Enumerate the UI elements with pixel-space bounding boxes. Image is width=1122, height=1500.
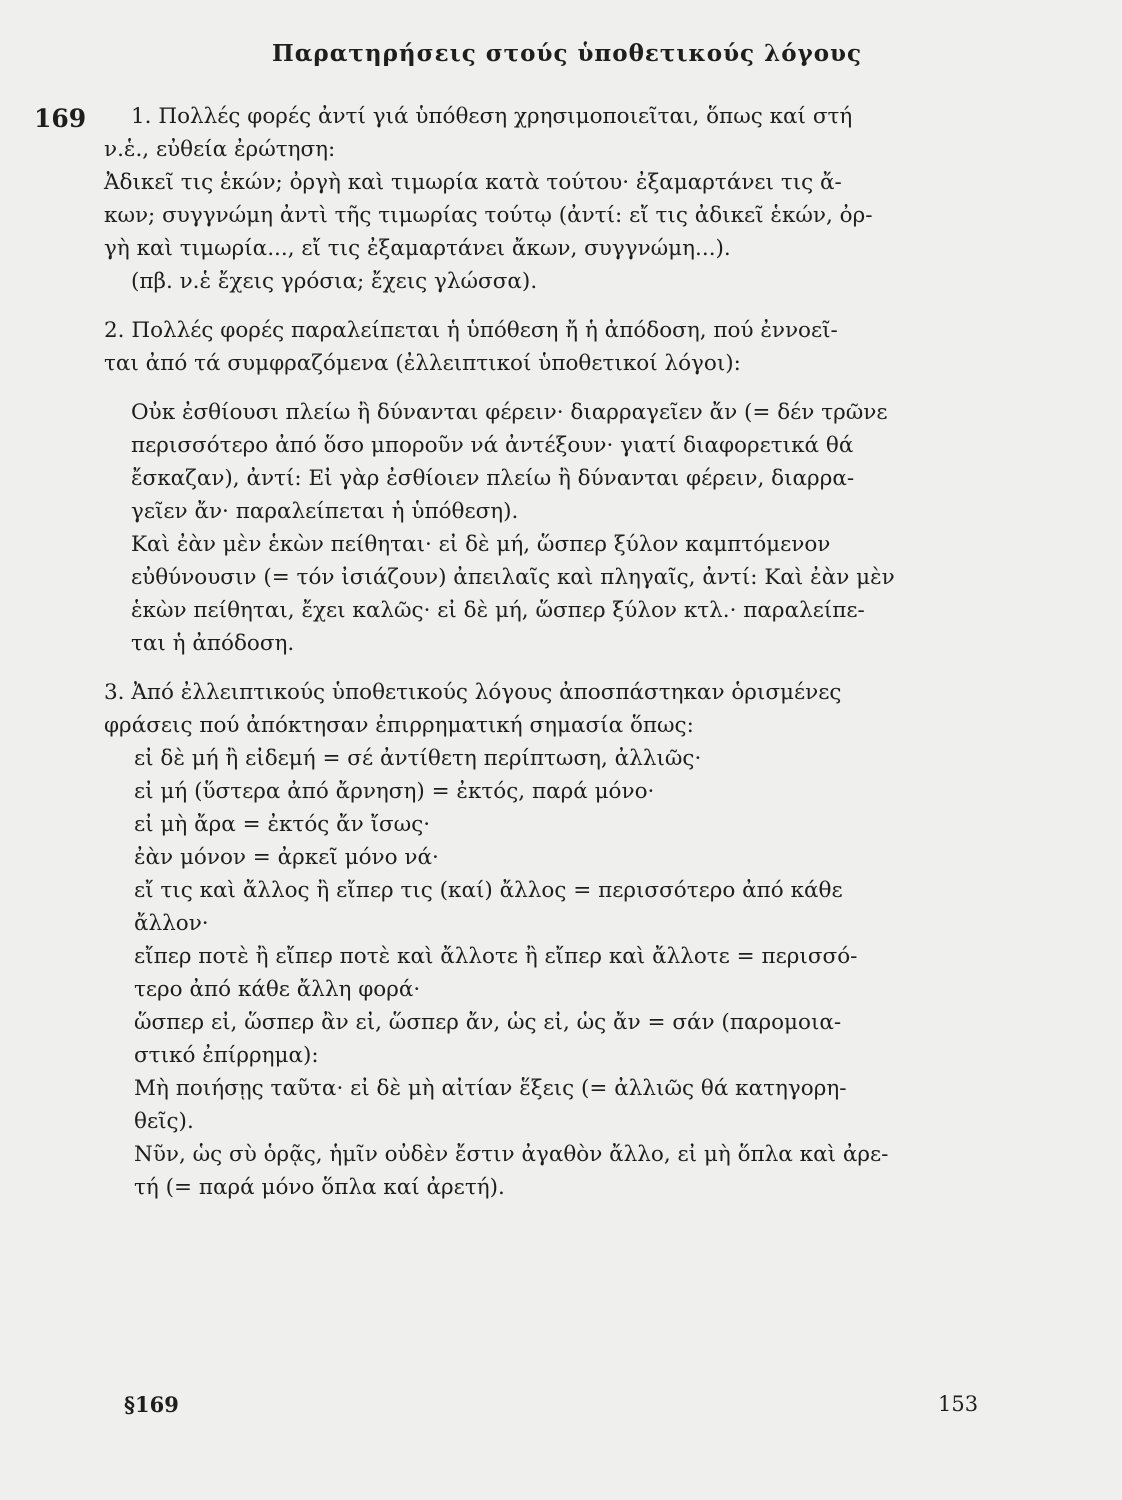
- margin-paragraph-number: 169: [34, 104, 87, 133]
- text-line: ὥσπερ εἰ, ὥσπερ ἂν εἰ, ὥσπερ ἄν, ὡς εἰ, ὡς ἄν = σάν (παρομοια-: [134, 1010, 842, 1035]
- text-line: ἄλλον·: [134, 911, 209, 936]
- text-line: φράσεις πού ἀπόκτησαν ἐπιρρηματική σημασία ὅπως:: [104, 713, 694, 738]
- text-line: ἑκὼν πείθηται, ἔχει καλῶς· εἰ δὲ μή, ὥσπερ ξύλον κτλ.· παραλείπε-: [131, 598, 865, 623]
- text-line: εὐθύνουσιν (= τόν ἰσιάζουν) ἀπειλαῖς καὶ πληγαῖς, ἀντί: Καὶ ἐὰν μὲν: [131, 565, 895, 590]
- text-line: γεῖεν ἄν· παραλείπεται ἡ ὑπόθεση).: [131, 499, 519, 524]
- text-line: θεῖς).: [134, 1109, 194, 1134]
- text-line: 2. Πολλές φορές παραλείπεται ἡ ὑπόθεση ἤ ἡ ἀπόδοση, πού ἐννοεῖ-: [104, 318, 838, 343]
- text-line: εἰ μή (ὕστερα ἀπό ἄρνηση) = ἐκτός, παρά μόνο·: [134, 779, 655, 804]
- text-line: Καὶ ἐὰν μὲν ἑκὼν πείθηται· εἰ δὲ μή, ὥσπερ ξύλον καμπτόμενον: [131, 532, 831, 557]
- footer-section-ref: §169: [124, 1392, 179, 1417]
- page-number: 153: [938, 1392, 979, 1416]
- text-line: εἰ δὲ μή ἢ εἰδεμή = σέ ἀντίθετη περίπτωση, ἀλλιῶς·: [134, 746, 702, 771]
- text-line: τερο ἀπό κάθε ἄλλη φορά·: [134, 977, 421, 1002]
- text-line: ται ἡ ἀπόδοση.: [131, 631, 295, 656]
- text-line: Μὴ ποιήσῃς ταῦτα· εἰ δὲ μὴ αἰτίαν ἕξεις (= ἀλλιῶς θά κατηγορη-: [134, 1076, 847, 1101]
- text-line: Ἀδικεῖ τις ἑκών; ὀργὴ καὶ τιμωρία κατὰ τούτου· ἐξαμαρτάνει τις ἄ-: [104, 170, 842, 195]
- text-line: στικό ἐπίρρημα):: [134, 1043, 319, 1068]
- text-line: γὴ καὶ τιμωρία..., εἴ τις ἐξαμαρτάνει ἄκων, συγγνώμη...).: [104, 236, 731, 261]
- text-line: περισσότερο ἀπό ὅσο μποροῦν νά ἀντέξουν· γιατί διαφορετικά θά: [131, 433, 854, 458]
- text-line: (πβ. ν.ἑ ἔχεις γρόσια; ἔχεις γλώσσα).: [131, 269, 538, 294]
- text-line: εἰ μὴ ἄρα = ἐκτός ἄν ἴσως·: [134, 812, 431, 837]
- text-line: ἐὰν μόνον = ἀρκεῖ μόνο νά·: [134, 845, 439, 870]
- text-line: κων; συγγνώμη ἀντὶ τῆς τιμωρίας τούτῳ (ἀντί: εἴ τις ἀδικεῖ ἑκών, ὀρ-: [104, 203, 873, 228]
- text-line: 1. Πολλές φορές ἀντί γιά ὑπόθεση χρησιμοποιεῖται, ὅπως καί στή: [131, 104, 853, 129]
- text-line: εἴ τις καὶ ἄλλος ἢ εἴπερ τις (καί) ἄλλος = περισσότερο ἀπό κάθε: [134, 878, 843, 903]
- text-line: ται ἀπό τά συμφραζόμενα (ἐλλειπτικοί ὑποθετικοί λόγοι):: [104, 351, 741, 376]
- text-line: τή (= παρά μόνο ὅπλα καί ἀρετή).: [134, 1175, 505, 1200]
- text-line: ν.ἑ., εὐθεία ἐρώτηση:: [104, 137, 336, 162]
- text-line: Νῦν, ὡς σὺ ὁρᾷς, ἡμῖν οὐδὲν ἔστιν ἀγαθὸν ἄλλο, εἰ μὴ ὅπλα καὶ ἀρε-: [134, 1142, 889, 1167]
- section-title: Παρατηρήσεις στούς ὑποθετικούς λόγους: [272, 40, 863, 67]
- text-line: ἔσκαζαν), ἀντί: Εἰ γὰρ ἐσθίοιεν πλείω ἢ δύνανται φέρειν, διαρρα-: [131, 466, 855, 491]
- page-body: [104, 100, 974, 1204]
- text-line: 3. Ἀπό ἐλλειπτικούς ὑποθετικούς λόγους ἀποσπάστηκαν ὁρισμένες: [104, 680, 842, 705]
- text-line: Οὐκ ἐσθίουσι πλείω ἢ δύνανται φέρειν· διαρραγεῖεν ἄν (= δέν τρῶνε: [131, 400, 888, 425]
- text-line: εἴπερ ποτὲ ἢ εἴπερ ποτὲ καὶ ἄλλοτε ἢ εἴπερ καὶ ἄλλοτε = περισσό-: [134, 944, 858, 969]
